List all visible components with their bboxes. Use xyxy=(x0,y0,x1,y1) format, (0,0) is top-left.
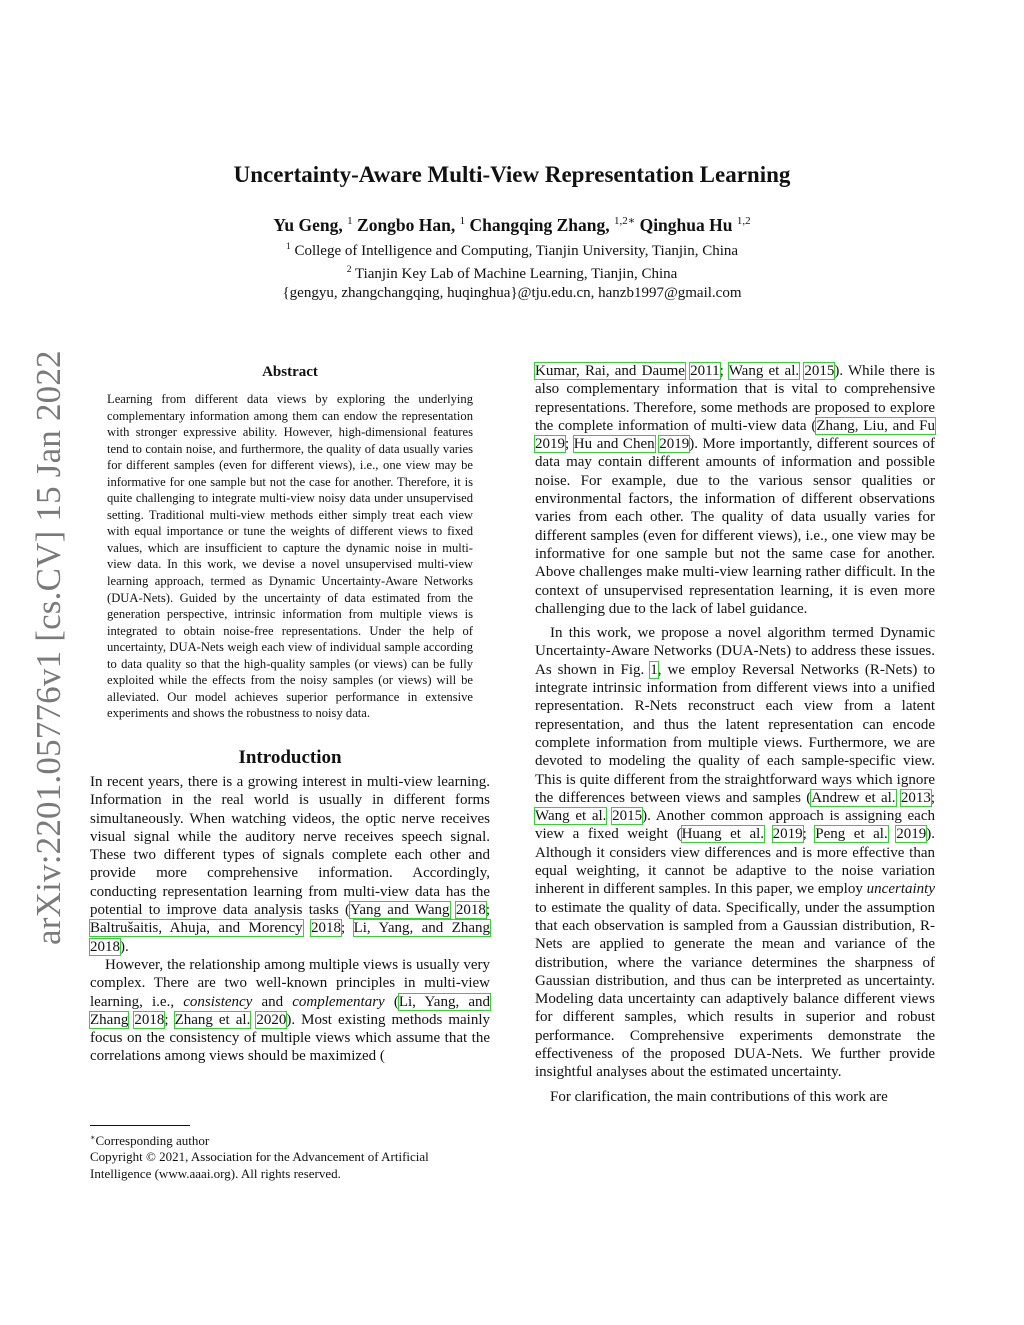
figure-reference-link[interactable]: 1 xyxy=(650,661,658,678)
corresponding-author-note: ∗Corresponding author xyxy=(90,1133,210,1148)
abstract-heading: Abstract xyxy=(262,364,318,380)
citation-link[interactable]: Zhang et al. xyxy=(174,1011,251,1028)
citation-year-link[interactable]: 2019 xyxy=(772,826,803,843)
citation-link[interactable]: Yang and Wang xyxy=(350,902,450,919)
author-name: Qinghua Hu xyxy=(639,215,733,235)
author-name: Yu Geng, xyxy=(273,215,343,235)
citation-year-link[interactable]: 2019 xyxy=(535,436,565,453)
footnote xyxy=(90,1130,490,1182)
citation-year-link[interactable]: 2020 xyxy=(256,1011,287,1028)
citation-link[interactable]: Wang et al. xyxy=(728,363,800,379)
affiliation-text: College of Intelligence and Computing, Tianjin University, Tianjin, China xyxy=(294,243,739,259)
intro-paragraph-3: In this work, we propose a novel algorithm termed Dynamic Uncertainty-Aware Networks (DUA-Nets) to address these issues. As shown in Fig. 1, we employ Reversal Networks (R-Nets) to integrate intrinsic information from different views into a unified representation. R-Nets reconstruct each view from a latent representation, and thus the latent representation can encode complete information from multiple views. Furthermore, we are devoted to modeling the quality of each sample-specific view. This is quite different from the straightforward ways which ignore the differences between views and samples (Andrew et al. 2013; Wang et al. 2015). Another common approach is assigning each view a fixed weight (Huang et al. 2019; Peng et al. 2019). Although it considers view differences and is more effective than equal weighting, it cannot be adaptive to the noise variation inherent in different samples. In this paper, we employ uncertainty to estimate the quality of data. Specifically, under the assumption that each observation is sampled from a Gaussian distribution, R-Nets are applied to generate the mean and variance of the distribution, where the variance determines the sharpness of Gaussian distribution, and thus can be interpreted as uncertainty. Modeling data uncertainty can adaptively balance different views for different samples, which results in superior and robust performance. Comprehensive experiments demonstrate the effectiveness of the proposed DUA-Nets. We further provide insightful analyses about the estimated uncertainty. xyxy=(535,625,936,1081)
author-list xyxy=(0,209,1024,237)
citation-link[interactable]: Andrew et al. xyxy=(811,789,896,806)
citation-link[interactable]: Zhang, Liu, and Fu xyxy=(816,417,935,434)
citation-link[interactable]: Baltrušaitis, Ahuja, and Morency xyxy=(90,920,303,937)
citation-year-link[interactable]: 2013 xyxy=(900,789,931,806)
emphasis-term: uncertainty xyxy=(866,881,935,898)
arxiv-identifier: arXiv:2201.05776v1 [cs.CV] 15 Jan 2022 xyxy=(29,350,68,945)
citation-link[interactable]: Li, Yang, and Zhang xyxy=(90,993,490,1028)
intro-paragraph-4: For clarification, the main contributions of this work are xyxy=(550,1088,888,1105)
author-emails: {gengyu, zhangchangqing, huqinghua}@tju.edu.cn, hanzb1997@gmail.com xyxy=(282,285,742,301)
intro-paragraph-1: In recent years, there is a growing interest in multi-view learning. Information in the real world is usually in different forms simultaneously. When watching videos, the optic nerve receives visual signal while the auditory nerve receives speech signal. These two different types of signals complete each other and provide more comprehensive information. Accordingly, conducting representation learning from multi-view data has the potential to improve data analysis tasks (Yang and Wang 2018; Baltrušaitis, Ahuja, and Morency 2018; Li, Yang, and Zhang 2018). xyxy=(90,773,490,955)
copyright-notice: Copyright © 2021, Association for the Advancement of Artificial Intelligence (www.aaai.org). All rights reserved. xyxy=(90,1149,429,1181)
affiliation-block xyxy=(0,238,1024,303)
emphasis-term: consistency xyxy=(183,993,253,1010)
citation-year-link[interactable]: 2018 xyxy=(311,920,342,937)
citation-year-link[interactable]: 2011 xyxy=(690,363,720,379)
footnote-divider xyxy=(90,1125,190,1126)
citation-year-link[interactable]: 2015 xyxy=(804,363,835,379)
paper-title: Uncertainty-Aware Multi-View Representation Learning xyxy=(233,162,791,187)
citation-year-link[interactable]: 2018 xyxy=(90,938,120,955)
affiliation-number: 1 xyxy=(285,242,291,252)
right-column xyxy=(535,362,935,1106)
affiliation-line xyxy=(0,238,1024,261)
abstract-text: Learning from different data views by exploring the underlying complementary information among them can endow the representation with stronger expressive ability. However, high-dimensional features tend to contain noise, and furthermore, the quality of data usually varies for different samples (even for different views), i.e., one view may be informative for one sample but not the case for another. Therefore, it is quite challenging to integrate multi-view noisy data under unsupervised setting. Traditional multi-view methods either simply treat each view with equal importance or tune the weights of different views to fixed values, which are insufficient to capture the dynamic noise in multi-view data. In this work, we devise a novel unsupervised multi-view learning approach, termed as Dynamic Uncertainty-Aware Networks (DUA-Nets). Guided by the uncertainty of data estimated from the generation perspective, intrinsic information from multiple views is integrated to obtain noise-free representations. Under the help of uncertainty, DUA-Nets weigh each view of individual sample according to data quality so that the high-quality samples (or views) can be fully exploited while the effects from the noisy samples (or views) will be alleviated. Our model achieves superior performance in extensive experiments and shows the robustness to noisy data. xyxy=(107,392,473,721)
author-affiliation-mark: 1 xyxy=(347,215,353,227)
affiliation-text: Tianjin Key Lab of Machine Learning, Tianjin, China xyxy=(354,266,678,282)
emphasis-term: complementary xyxy=(292,993,385,1010)
citation-link[interactable]: Huang et al. xyxy=(681,826,765,843)
citation-link[interactable]: Kumar, Rai, and Daume xyxy=(535,363,685,379)
author-affiliation-mark: 1,2∗ xyxy=(613,215,636,227)
intro-paragraph-2: However, the relationship among multiple views is usually very complex. There are two well-known principles in multi-view learning, i.e., consistency and complementary (Li, Yang, and Zhang 2018; Zhang et al. 2020). Most existing methods mainly focus on the consistency of multiple views which assume that the correlations among views should be maximized ( xyxy=(90,956,491,1065)
intro-paragraph-2-continued: Kumar, Rai, and Daume 2011; Wang et al. 2015). While there is also complementary information that is vital to comprehensive representations. Therefore, some methods are proposed to explore the complete information of multi-view data (Zhang, Liu, and Fu 2019; Hu and Chen 2019). More importantly, different sources of data may contain different amounts of information and possible noise. For example, due to the various sensor qualities or environmental factors, the information of different observations varies from each other. The quality of data usually varies for different samples (even for different views), i.e., one view may be informative for one sample but not the same case for another. Above challenges make multi-view learning rather difficult. In the context of unsupervised representation learning, it is even more challenging due to the lack of label guidance. xyxy=(535,363,936,617)
p2-continuation: ). Most existing methods mainly focus on the consistency of multiple views which assume that the correlations among views should be maximized ( xyxy=(90,1011,491,1065)
citation-link[interactable]: Wang et al. xyxy=(535,808,607,825)
author-affiliation-mark: 1,2 xyxy=(736,215,751,227)
citation-year-link[interactable]: 2019 xyxy=(659,436,690,453)
citation-year-link[interactable]: 2019 xyxy=(896,826,927,843)
affiliation-number: 2 xyxy=(346,265,352,275)
citation-year-link[interactable]: 2018 xyxy=(455,902,486,919)
affiliation-line xyxy=(0,261,1024,284)
citation-year-link[interactable]: 2015 xyxy=(612,808,643,825)
introduction-heading: Introduction xyxy=(238,746,342,768)
left-column xyxy=(90,362,490,1066)
author-affiliation-mark: 1 xyxy=(459,215,466,227)
author-name: Changqing Zhang, xyxy=(469,215,610,235)
author-name: Zongbo Han, xyxy=(357,215,456,235)
citation-link[interactable]: Peng et al. xyxy=(815,826,888,843)
citation-link[interactable]: Hu and Chen xyxy=(573,436,655,453)
citation-year-link[interactable]: 2018 xyxy=(134,1011,165,1028)
citation-link[interactable]: Li, Yang, and Zhang xyxy=(353,920,490,937)
